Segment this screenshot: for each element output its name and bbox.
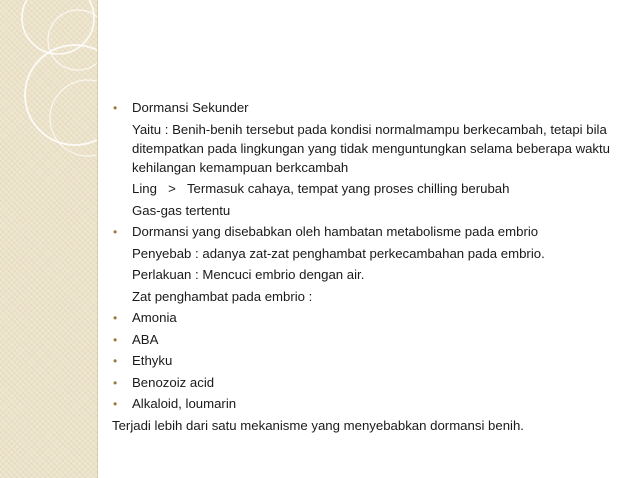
bullet-text: Benozoiz acid (132, 374, 215, 390)
panel-divider (97, 0, 98, 478)
paragraph-text: Yaitu : Benih-benih tersebut pada kondisi normalmampu berkecambah, tetapi bila ditempatkan pada lingkungan yang tidak menguntungkan selama beberapa waktu kehilangan kemampuan berkcambah (132, 121, 611, 175)
bullet-item (112, 330, 622, 349)
arrow-separator: > (168, 181, 176, 196)
paragraph-text: Terjadi lebih dari satu mekanisme yang menyebabkan dormansi benih. (112, 417, 524, 433)
bullet-item (112, 98, 622, 117)
bullet-item (112, 394, 622, 413)
paragraph-text: Penyebab : adanya zat-zat penghambat perkecambahan pada embrio. (132, 245, 545, 261)
sub-paragraph (112, 287, 622, 306)
ling-label: Ling (132, 181, 157, 196)
bullet-item (112, 351, 622, 370)
ling-text: Termasuk cahaya, tempat yang proses chilling berubah (186, 181, 510, 196)
bullet-item (112, 308, 622, 327)
bullet-icon: • (113, 354, 118, 368)
paragraph-text: Perlakuan : Mencuci embrio dengan air. (132, 267, 365, 282)
paragraph-text: Zat penghambat pada embrio : (132, 288, 313, 304)
bullet-item (112, 222, 622, 241)
sub-paragraph (112, 244, 622, 263)
decorative-circles (0, 0, 97, 478)
sub-paragraph (112, 179, 622, 198)
bullet-text: Dormansi yang disebabkan oleh hambatan metabolisme pada embrio (132, 224, 539, 239)
bullet-text: Dormansi Sekunder (132, 100, 249, 115)
sub-paragraph (112, 265, 622, 284)
bullet-item (112, 373, 622, 392)
bullet-text: Alkaloid, loumarin (132, 396, 237, 411)
bullet-icon: • (113, 375, 118, 390)
bullet-text: Ethyku (132, 353, 173, 368)
sub-paragraph (112, 201, 622, 220)
sub-paragraph (112, 120, 622, 177)
bullet-text: ABA (132, 331, 159, 347)
paragraph-text: Gas-gas tertentu (132, 202, 231, 218)
bullet-icon: • (113, 311, 118, 325)
slide-body (112, 98, 622, 437)
conclusion-text (112, 416, 622, 435)
bullet-text: Amonia (132, 310, 177, 325)
bullet-icon: • (113, 225, 118, 239)
bullet-icon: • (113, 397, 118, 411)
bullet-icon: • (113, 101, 118, 115)
bullet-icon: • (113, 332, 118, 347)
